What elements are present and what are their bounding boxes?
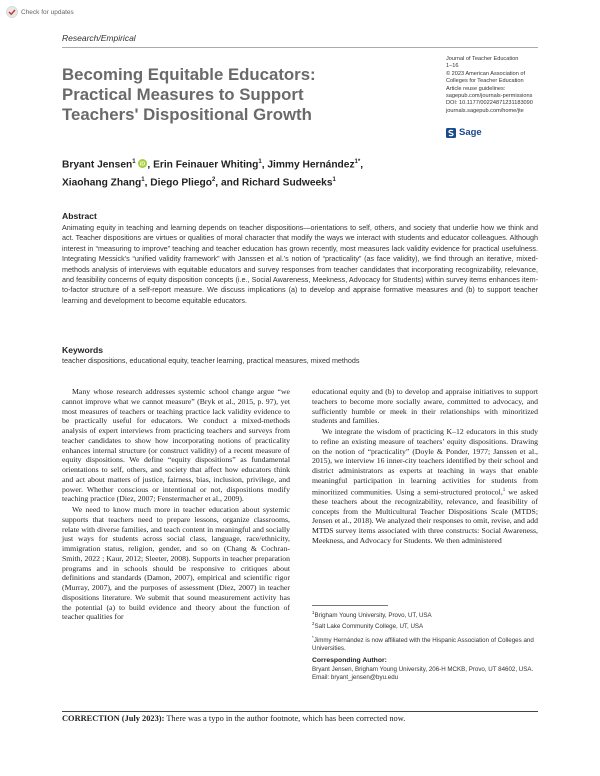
sage-logo-icon bbox=[446, 128, 456, 138]
correction-text: There was a typo in the author footnote, which has been corrected now. bbox=[164, 714, 406, 723]
corresponding-author-heading: Corresponding Author: bbox=[312, 657, 387, 665]
affiliation-marker: 1 bbox=[258, 159, 262, 165]
author-list bbox=[62, 155, 462, 191]
abstract-heading: Abstract bbox=[62, 211, 97, 221]
paper-title: Becoming Equitable Educators: Practical Measures to Support Teachers' Dispositional Growth bbox=[62, 65, 316, 124]
sage-logo bbox=[446, 127, 482, 138]
journal-info bbox=[446, 56, 586, 115]
author-name: , Jimmy Hernández bbox=[261, 159, 355, 171]
footnote-affiliation-1 bbox=[312, 609, 538, 631]
footnote-marker: 2 bbox=[312, 621, 315, 627]
paragraph-text: We integrate the wisdom of practicing K–12 educators in this study to refine an existing measure of teachers’ equity dispositions. Drawing on the notion of “practicality” (Doyle & Ponder, 1977; Janssen et al., 2015), we interview 16 inner-city teachers identified by their school and district administrators as experts at teaching in ways that enable meaningful participation in learning activities for students from minoritized communities. Using a semi-structured protocol, bbox=[312, 427, 538, 497]
page-range: 1–16 bbox=[446, 63, 459, 70]
body-paragraph: We need to know much more in teacher education about systemic supports that teachers need to prepare lessons, organize classrooms, relate with diverse families, and teach content in meaningful and socially just ways for students across social class, language, race/ethnicity, immigration status, religion, gender, and so on (Chang & Cochran-Smith, 2022 ; Kaur, 2012; Sleeter, 2008). Supports in teacher preparation programs and in schools should be responsive to critiques about definitions and standards (Damon, 2007), empirical and scientific rigor (Murray, 2007), and the purposes of assessment (Diez, 2007) in teacher dispositions literature. We submit that sound measurement activity has the potential (a) to build evidence and theory about the function of teacher qualities for bbox=[62, 505, 290, 622]
reuse-label: Article reuse guidelines: bbox=[446, 85, 506, 92]
affiliation-marker: 1 bbox=[332, 176, 336, 183]
publisher-name: Sage bbox=[459, 127, 482, 138]
check-updates-label: Check for updates bbox=[21, 8, 74, 16]
footnote-text: Brigham Young University, Provo, UT, USA bbox=[314, 612, 432, 620]
affiliation-marker: 1* bbox=[354, 159, 361, 165]
author-name: , Erin Feinauer Whiting bbox=[147, 159, 259, 171]
abstract-text: Animating equity in teaching and learning depends on teacher dispositions—orientations to self, others, and society that underlie how we think and act. Teacher dispositions are virtues or qualities of moral character that modify the ways we interact with students and educator colleagues. Although interest in “measuring to improve” teaching and teacher education has grown recently, most measures lack validity evidence for practical usefulness. Integrating Messick’s “unified validity framework” with Janssen et al.’s notion of “practicality” (as face validity), we find through an iterative, mixed-methods analysis of interviews with equitable educators and survey responses from teacher candidates that incorporating recognizability, relevance, and feasibility concerns of equity disposition concepts (i.e., Social Awareness, Meekness, Advocacy for Students) within survey items enhances item-to-factor structure of a self-report measure. We discuss implications (a) to develop and appraise formative measures and (b) to support teacher learning and development to become equitable educators. bbox=[62, 223, 538, 305]
author-name: Xiaohang Zhang bbox=[62, 177, 142, 189]
corresponding-author-email[interactable]: Email: bryant_jensen@byu.edu bbox=[312, 674, 399, 682]
author-separator: , bbox=[360, 159, 364, 171]
author-name: Bryant Jensen bbox=[62, 159, 133, 171]
correction-notice bbox=[62, 714, 538, 723]
author-name: , Diego Pliego bbox=[144, 177, 212, 189]
footnote-marker[interactable]: 1 bbox=[502, 487, 506, 493]
correction-divider bbox=[62, 711, 538, 712]
paragraph-text: we asked these teachers about the recognizability, relevance, and feasibility of concepts from the Multicultural Teacher Dispositions Scale (MTDS; Jensen et al., 2018). We analyzed their responses to omit, revise, and add MTDS survey items associated with three constructs: Social Awareness, Meekness, and Advocacy for Students. We then administered bbox=[312, 487, 538, 545]
body-paragraph: Many whose research addresses systemic school change argue “we cannot improve what we cannot measure” (Bryk et al., 2015, p. 97), yet most measures of teachers or teaching practice lack validity evidence to be practically useful for educators. We conduct a mixed-methods analysis of expert interviews from practicing teachers and surveys from teacher candidates to show how incorporating notions of practicality enhances internal structure (or construct validity) of a recent measure of equity dispositions. We define “equity dispositions” as fundamental orientations to self, others, and society that affect how educators think and act about matters of justice, fairness, bias, inclusion, privilege, and power. Whether conscious or intentional or not, dispositions modify teaching practice (Diez, 2007; Fenstermacher et al., 2009). bbox=[62, 387, 290, 504]
left-column bbox=[62, 387, 290, 623]
journal-name: Journal of Teacher Education bbox=[446, 56, 519, 62]
footnote-author-note bbox=[312, 634, 538, 653]
affiliation-marker: 2 bbox=[211, 176, 216, 183]
affiliation-marker: 1 bbox=[132, 159, 136, 165]
keywords-heading: Keywords bbox=[62, 345, 104, 355]
author-name: , and Richard Sudweeks bbox=[215, 177, 333, 189]
footnote-text: Jimmy Hernández is now affiliated with the Hispanic Association of Colleges and Universities. bbox=[312, 637, 534, 653]
affiliation-marker: 1 bbox=[141, 176, 145, 183]
journal-home-link[interactable]: journals.sagepub.com/home/jte bbox=[446, 107, 524, 114]
footnote-divider bbox=[312, 605, 388, 606]
corresponding-author-address: Bryant Jensen, Brigham Young University, 206-H MCKB, Provo, UT 84602, USA. bbox=[312, 666, 534, 674]
article-type: Research/Empirical bbox=[62, 33, 136, 43]
footnotes bbox=[312, 609, 538, 682]
correction-label: CORRECTION (July 2023): bbox=[62, 714, 165, 723]
body-paragraph bbox=[312, 427, 538, 546]
footnote-marker: * bbox=[312, 635, 314, 641]
doi[interactable]: DOI: 10.1177/00224871231183090 bbox=[446, 100, 533, 107]
keywords-text: teacher dispositions, educational equity, teacher learning, practical measures, mixed methods bbox=[62, 356, 360, 365]
copyright-line-1: © 2023 American Association of bbox=[446, 70, 526, 77]
footnote-text: Salt Lake Community College, UT, USA bbox=[314, 623, 424, 631]
permissions-link[interactable]: sagepub.com/journals-permissions bbox=[446, 93, 533, 100]
check-for-updates-badge[interactable] bbox=[6, 6, 74, 18]
right-column bbox=[312, 387, 538, 547]
body-paragraph: educational equity and (b) to develop and appraise initiatives to support teachers to become more socially aware, committed to advocacy, and sufficiently humble or meek in their relationships with minoritized students and families. bbox=[312, 387, 538, 426]
check-updates-icon bbox=[6, 6, 18, 18]
header-divider bbox=[62, 47, 538, 48]
copyright-line-2: Colleges for Teacher Education bbox=[446, 78, 524, 85]
svg-text:iD: iD bbox=[140, 161, 146, 168]
footnote-marker: 1 bbox=[312, 610, 315, 615]
